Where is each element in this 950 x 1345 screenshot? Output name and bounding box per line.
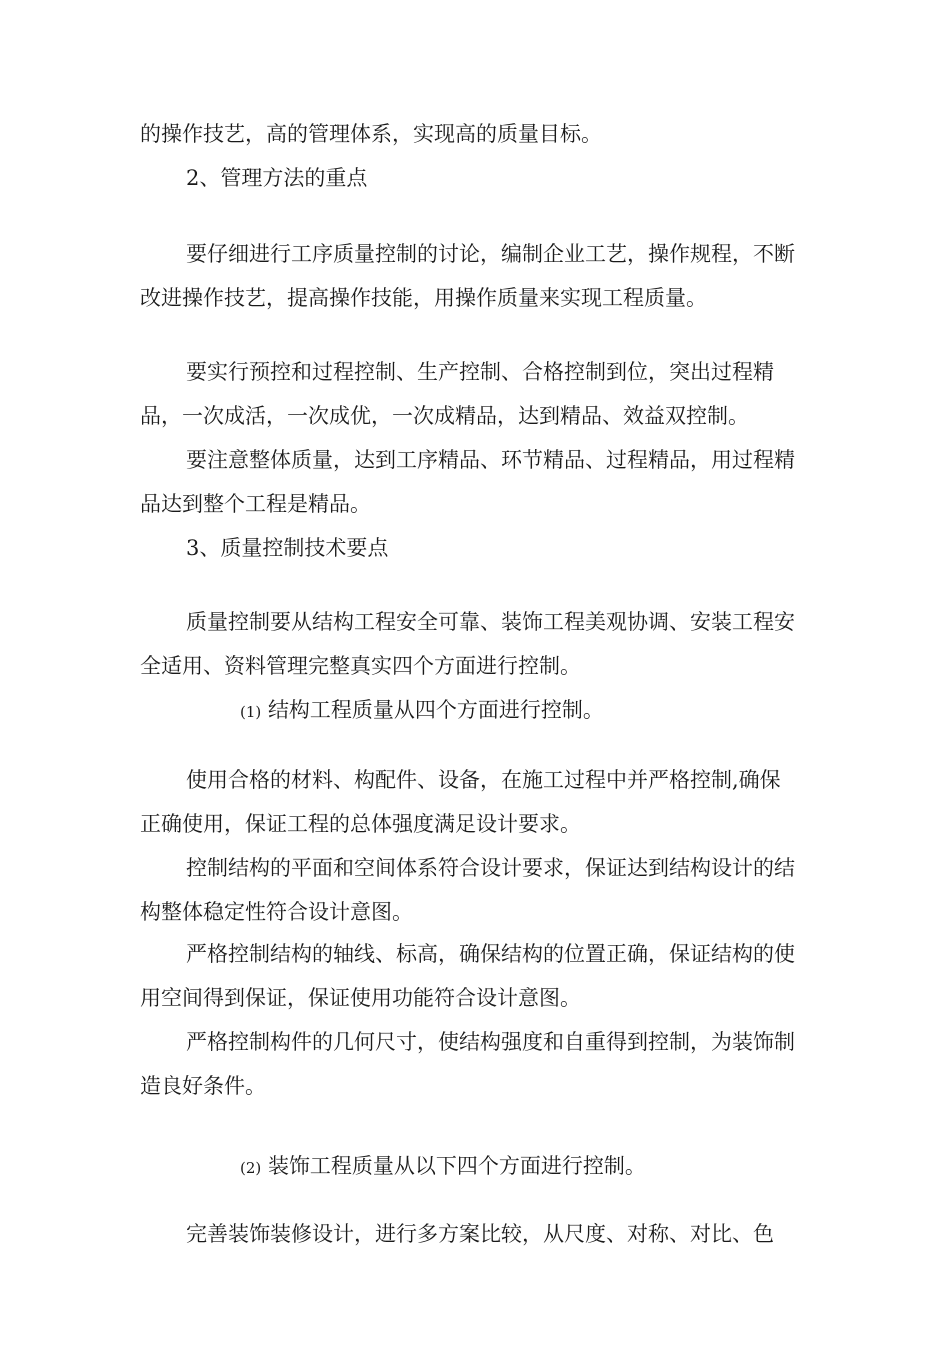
paragraph-line: 改进操作技艺，提高操作技能，用操作质量来实现工程质量。 — [140, 286, 707, 310]
paragraph-line: 品达到整个工程是精品。 — [140, 492, 371, 516]
paragraph-line: 用空间得到保证，保证使用功能符合设计意图。 — [140, 986, 581, 1010]
paragraph-line: 全适用、资料管理完整真实四个方面进行控制。 — [140, 654, 581, 678]
paragraph-line: 正确使用，保证工程的总体强度满足设计要求。 — [140, 812, 581, 836]
subsection-text: 结构工程质量从四个方面进行控制。 — [267, 698, 604, 722]
paragraph-line: 要仔细进行工序质量控制的讨论，编制企业工艺，操作规程，不断 — [186, 242, 795, 266]
paragraph-line: 完善装饰装修设计，进行多方案比较，从尺度、对称、对比、色 — [186, 1222, 774, 1246]
paragraph-line: 造良好条件。 — [140, 1074, 266, 1098]
paragraph-line: 严格控制构件的几何尺寸，使结构强度和自重得到控制，为装饰制 — [186, 1030, 795, 1054]
paragraph-line: 严格控制结构的轴线、标高，确保结构的位置正确，保证结构的使 — [186, 942, 795, 966]
subsection-number: (1) — [240, 703, 262, 721]
paragraph-line: 要实行预控和过程控制、生产控制、合格控制到位，突出过程精 — [186, 360, 774, 384]
subsection-text: 装饰工程质量从以下四个方面进行控制。 — [267, 1154, 646, 1178]
subsection-number: (2) — [240, 1159, 262, 1177]
paragraph-line: 要注意整体质量，达到工序精品、环节精品、过程精品，用过程精 — [186, 448, 795, 472]
paragraph-line: 使用合格的材料、构配件、设备，在施工过程中并严格控制,确保 — [186, 768, 781, 792]
paragraph-line: 构整体稳定性符合设计意图。 — [140, 900, 413, 924]
section-heading-2: 2、管理方法的重点 — [186, 166, 368, 190]
paragraph-line: 的操作技艺，高的管理体系，实现高的质量目标。 — [140, 122, 602, 146]
paragraph-line: 质量控制要从结构工程安全可靠、装饰工程美观协调、安装工程安 — [186, 610, 795, 634]
paragraph-line: 品，一次成活，一次成优，一次成精品，达到精品、效益双控制。 — [140, 404, 749, 428]
subsection-heading-2 — [240, 1144, 844, 1190]
paragraph-line: 控制结构的平面和空间体系符合设计要求，保证达到结构设计的结 — [186, 856, 795, 880]
section-heading-3: 3、质量控制技术要点 — [186, 536, 389, 560]
subsection-heading-1 — [240, 688, 844, 734]
